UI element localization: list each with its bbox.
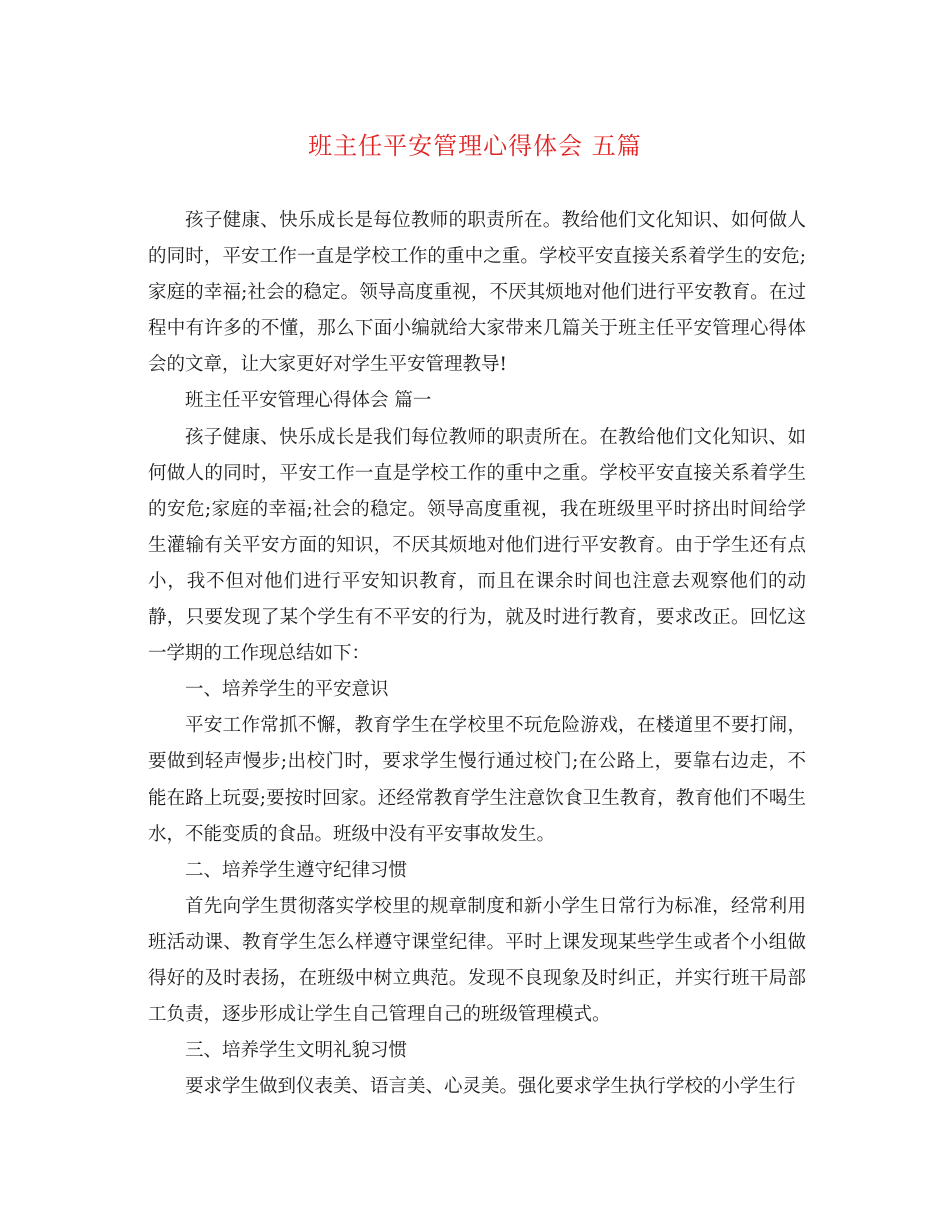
section-heading-part-one: 班主任平安管理心得体会 篇一 xyxy=(185,390,432,412)
safety-awareness-paragraph: 平安工作常抓不懈，教育学生在学校里不玩危险游戏，在楼道里不要打闹，要做到轻声慢步;出校门时，要求学生慢行通过校门;在公路上，要靠右边走，不能在路上玩耍;要按时回家。还经常教育学生注意饮食卫生教育，教育他们不喝生水，不能变质的食品。班级中没有平安事故发生。 xyxy=(148,715,806,845)
civility-paragraph: 要求学生做到仪表美、语言美、心灵美。强化要求学生执行学校的小学生行 xyxy=(185,1076,796,1098)
document-body xyxy=(148,203,806,1105)
intro-paragraph: 孩子健康、快乐成长是每位教师的职责所在。教给他们文化知识、如何做人的同时，平安工作一直是学校工作的重中之重。学校平安直接关系着学生的安危;家庭的幸福;社会的稳定。领导高度重视，不厌其烦地对他们进行平安教育。在过程中有许多的不懂，那么下面小编就给大家带来几篇关于班主任平安管理心得体会的文章，让大家更好对学生平安管理教导! xyxy=(148,210,806,376)
subheading-civility: 三、培养学生文明礼貌习惯 xyxy=(185,1040,408,1062)
subheading-discipline: 二、培养学生遵守纪律习惯 xyxy=(185,859,408,881)
subheading-safety-awareness: 一、培养学生的平安意识 xyxy=(185,679,389,701)
part-one-paragraph: 孩子健康、快乐成长是我们每位教师的职责所在。在教给他们文化知识、如何做人的同时，平安工作一直是学校工作的重中之重。学校平安直接关系着学生的安危;家庭的幸福;社会的稳定。领导高度重视，我在班级里平时挤出时间给学生灌输有关平安方面的知识，不厌其烦地对他们进行平安教育。由于学生还有点小，我不但对他们进行平安知识教育，而且在课余时间也注意去观察他们的动静，只要发现了某个学生有不平安的行为，就及时进行教育，要求改正。回忆这一学期的工作现总结如下： xyxy=(148,426,806,665)
discipline-paragraph: 首先向学生贯彻落实学校里的规章制度和新小学生日常行为标准，经常利用班活动课、教育学生怎么样遵守课堂纪律。平时上课发现某些学生或者个小组做得好的及时表扬，在班级中树立典范。发现不良现象及时纠正，并实行班干局部工负责，逐步形成让学生自己管理自己的班级管理模式。 xyxy=(148,895,806,1026)
document-title: 班主任平安管理心得体会 五篇 xyxy=(308,132,642,160)
